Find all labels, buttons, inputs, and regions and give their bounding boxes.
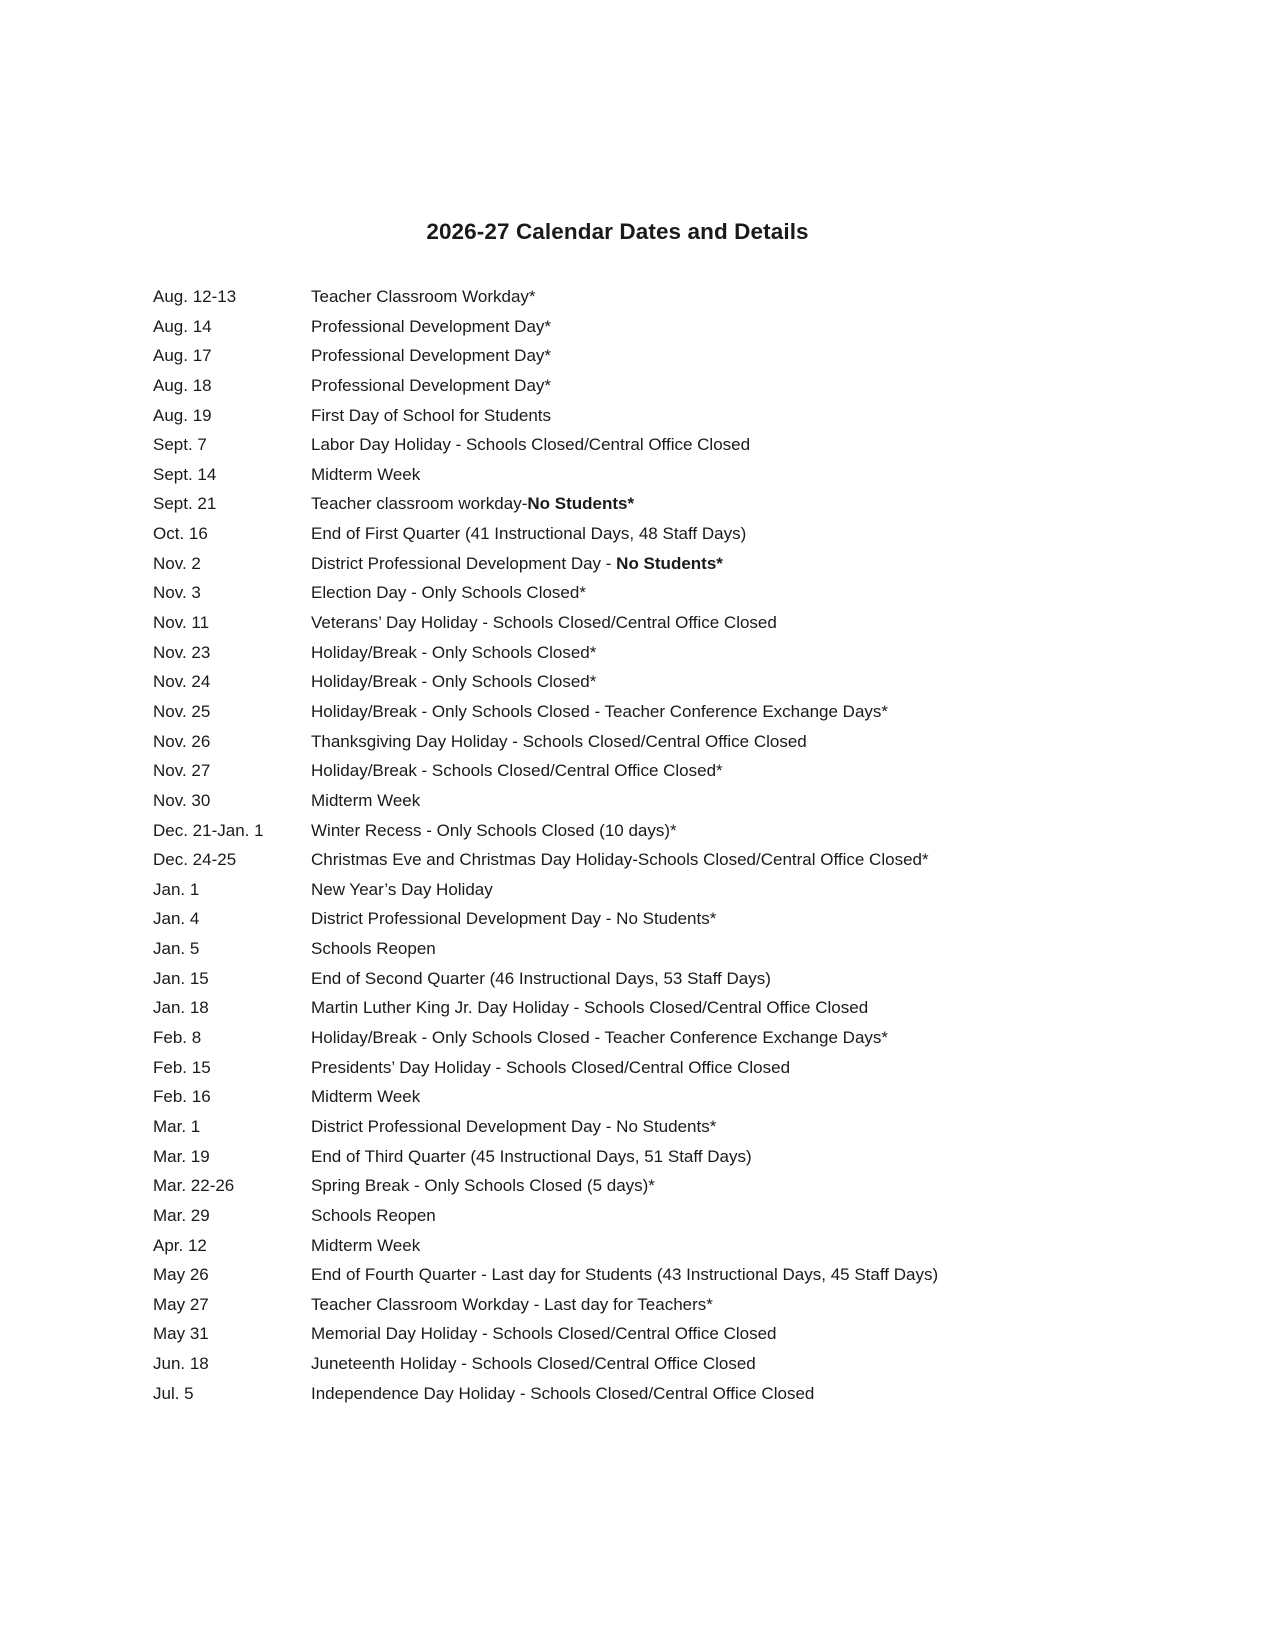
row-description bbox=[311, 904, 1133, 934]
row-description-text: End of First Quarter (41 Instructional Days, 48 Staff Days) bbox=[311, 524, 747, 544]
row-description-text: District Professional Development Day - No Students* bbox=[311, 909, 717, 929]
calendar-row bbox=[153, 845, 1133, 875]
row-description-text: Spring Break - Only Schools Closed (5 days)* bbox=[311, 1176, 655, 1196]
row-description bbox=[311, 1023, 1133, 1053]
row-description-text: Professional Development Day* bbox=[311, 346, 552, 366]
row-description bbox=[311, 341, 1133, 371]
calendar-row bbox=[153, 697, 1133, 727]
row-description-text: Election Day - Only Schools Closed* bbox=[311, 583, 586, 603]
row-description-text: Juneteenth Holiday - Schools Closed/Central Office Closed bbox=[311, 1354, 756, 1374]
row-description bbox=[311, 401, 1133, 431]
calendar-row bbox=[153, 934, 1133, 964]
row-description-text: End of Second Quarter (46 Instructional Days, 53 Staff Days) bbox=[311, 968, 771, 988]
row-date: Nov. 24 bbox=[153, 672, 211, 692]
row-date: May 27 bbox=[153, 1294, 209, 1314]
row-date: Feb. 15 bbox=[153, 1057, 211, 1077]
row-date: Nov. 3 bbox=[153, 583, 201, 603]
row-description bbox=[311, 1201, 1133, 1231]
row-description bbox=[311, 549, 1133, 579]
calendar-row bbox=[153, 1112, 1133, 1142]
row-description-text: District Professional Development Day - bbox=[311, 553, 617, 573]
row-description-text: Independence Day Holiday - Schools Closed/Central Office Closed bbox=[311, 1383, 815, 1403]
calendar-row bbox=[153, 1171, 1133, 1201]
row-description bbox=[311, 934, 1133, 964]
row-date: Nov. 23 bbox=[153, 642, 211, 662]
row-description bbox=[311, 1053, 1133, 1083]
calendar-row bbox=[153, 1201, 1133, 1231]
row-description-text: Schools Reopen bbox=[311, 1205, 436, 1225]
calendar-row bbox=[153, 786, 1133, 816]
row-description-text: Professional Development Day* bbox=[311, 375, 552, 395]
calendar-row bbox=[153, 1260, 1133, 1290]
row-description bbox=[311, 727, 1133, 757]
calendar-row bbox=[153, 430, 1133, 460]
row-description bbox=[311, 964, 1133, 994]
row-description-text: Veterans’ Day Holiday - Schools Closed/Central Office Closed bbox=[311, 613, 777, 633]
row-date: Dec. 24-25 bbox=[153, 850, 237, 870]
row-date: Aug. 14 bbox=[153, 316, 212, 336]
row-description bbox=[311, 756, 1133, 786]
row-description-text: Teacher classroom workday- bbox=[311, 494, 528, 514]
calendar-row bbox=[153, 1082, 1133, 1112]
row-description bbox=[311, 845, 1133, 875]
calendar-row bbox=[153, 282, 1133, 312]
row-description-text: Holiday/Break - Schools Closed/Central Office Closed* bbox=[311, 761, 723, 781]
row-description-text: First Day of School for Students bbox=[311, 405, 551, 425]
calendar-row bbox=[153, 1379, 1133, 1409]
row-description-text: District Professional Development Day - No Students* bbox=[311, 1116, 717, 1136]
calendar-row bbox=[153, 312, 1133, 342]
calendar-row bbox=[153, 1023, 1133, 1053]
calendar-row bbox=[153, 1349, 1133, 1379]
calendar-row bbox=[153, 875, 1133, 905]
row-description-text: New Year’s Day Holiday bbox=[311, 879, 493, 899]
row-description bbox=[311, 1349, 1133, 1379]
row-description-text: Labor Day Holiday - Schools Closed/Central Office Closed bbox=[311, 435, 751, 455]
calendar-row bbox=[153, 1053, 1133, 1083]
row-description-text: Memorial Day Holiday - Schools Closed/Central Office Closed bbox=[311, 1324, 777, 1344]
row-date: Nov. 26 bbox=[153, 731, 211, 751]
row-date: Jan. 1 bbox=[153, 879, 200, 899]
row-date: Feb. 16 bbox=[153, 1087, 211, 1107]
row-description-bold: No Students* bbox=[527, 494, 635, 514]
row-description bbox=[311, 578, 1133, 608]
row-description-text: Teacher Classroom Workday* bbox=[311, 287, 536, 306]
row-description bbox=[311, 1142, 1133, 1172]
row-description-text: Thanksgiving Day Holiday - Schools Closed/Central Office Closed bbox=[311, 731, 807, 751]
row-date: Mar. 29 bbox=[153, 1205, 210, 1225]
calendar-list bbox=[153, 282, 1133, 1408]
calendar-row bbox=[153, 1231, 1133, 1261]
row-description bbox=[311, 1319, 1133, 1349]
row-description-text: Schools Reopen bbox=[311, 939, 436, 959]
calendar-row bbox=[153, 964, 1133, 994]
row-date: Nov. 25 bbox=[153, 701, 211, 721]
row-description-bold: No Students* bbox=[616, 553, 723, 573]
calendar-row bbox=[153, 1142, 1133, 1172]
page-title: 2026-27 Calendar Dates and Details bbox=[426, 219, 809, 244]
row-description-text: Holiday/Break - Only Schools Closed - Teacher Conference Exchange Days* bbox=[311, 1028, 889, 1048]
row-description bbox=[311, 1290, 1133, 1320]
row-description bbox=[311, 697, 1133, 727]
row-date: Jan. 18 bbox=[153, 998, 209, 1018]
calendar-row bbox=[153, 756, 1133, 786]
calendar-row bbox=[153, 667, 1133, 697]
row-description-text: Presidents’ Day Holiday - Schools Closed/Central Office Closed bbox=[311, 1057, 791, 1077]
row-description bbox=[311, 430, 1133, 460]
row-description-text: Midterm Week bbox=[311, 1087, 421, 1107]
calendar-row bbox=[153, 578, 1133, 608]
row-description-text: Teacher Classroom Workday - Last day for Teachers* bbox=[311, 1294, 713, 1314]
row-description bbox=[311, 638, 1133, 668]
row-description-text: Midterm Week bbox=[311, 464, 421, 484]
row-description-text: Midterm Week bbox=[311, 1235, 421, 1255]
calendar-row bbox=[153, 519, 1133, 549]
row-date: Nov. 11 bbox=[153, 613, 210, 633]
row-date: Oct. 16 bbox=[153, 524, 208, 544]
row-date: Mar. 1 bbox=[153, 1116, 201, 1136]
calendar-row bbox=[153, 638, 1133, 668]
row-date: Aug. 12-13 bbox=[153, 287, 237, 306]
row-date: Jul. 5 bbox=[153, 1383, 194, 1403]
row-date: Nov. 30 bbox=[153, 790, 211, 810]
row-description bbox=[311, 1379, 1133, 1409]
row-description bbox=[311, 371, 1133, 401]
row-date: Jan. 5 bbox=[153, 939, 200, 959]
row-description-text: End of Fourth Quarter - Last day for Students (43 Instructional Days, 45 Staff Days) bbox=[311, 1265, 939, 1285]
row-date: Aug. 19 bbox=[153, 405, 212, 425]
row-date: May 31 bbox=[153, 1324, 209, 1344]
row-description bbox=[311, 460, 1133, 490]
row-date: Dec. 21-Jan. 1 bbox=[153, 820, 264, 840]
calendar-row bbox=[153, 489, 1133, 519]
row-description bbox=[311, 1171, 1133, 1201]
row-description-text: End of Third Quarter (45 Instructional Days, 51 Staff Days) bbox=[311, 1146, 752, 1166]
calendar-row bbox=[153, 1319, 1133, 1349]
row-description bbox=[311, 282, 1133, 312]
calendar-row bbox=[153, 904, 1133, 934]
row-description-text: Professional Development Day* bbox=[311, 316, 552, 336]
row-description bbox=[311, 1260, 1133, 1290]
row-date: Apr. 12 bbox=[153, 1235, 207, 1255]
calendar-row bbox=[153, 993, 1133, 1023]
row-description bbox=[311, 489, 1133, 519]
row-date: Jan. 15 bbox=[153, 968, 209, 988]
row-description bbox=[311, 1082, 1133, 1112]
row-date: Sept. 7 bbox=[153, 435, 207, 455]
row-date: Aug. 18 bbox=[153, 375, 212, 395]
row-date: Sept. 14 bbox=[153, 464, 217, 484]
calendar-row bbox=[153, 460, 1133, 490]
row-date: Nov. 2 bbox=[153, 553, 201, 573]
row-date: Mar. 22-26 bbox=[153, 1176, 235, 1196]
row-description bbox=[311, 786, 1133, 816]
row-date: Jan. 4 bbox=[153, 909, 200, 929]
calendar-row bbox=[153, 371, 1133, 401]
row-description-text: Midterm Week bbox=[311, 790, 421, 810]
row-description-text: Christmas Eve and Christmas Day Holiday-Schools Closed/Central Office Closed* bbox=[311, 850, 929, 870]
row-date: Sept. 21 bbox=[153, 494, 217, 514]
row-date: Nov. 27 bbox=[153, 761, 211, 781]
row-date: Feb. 8 bbox=[153, 1028, 202, 1048]
calendar-row bbox=[153, 816, 1133, 846]
row-date: Jun. 18 bbox=[153, 1354, 209, 1374]
row-date: Mar. 19 bbox=[153, 1146, 210, 1166]
row-description bbox=[311, 312, 1133, 342]
row-description-text: Martin Luther King Jr. Day Holiday - Schools Closed/Central Office Closed bbox=[311, 998, 869, 1018]
row-date: May 26 bbox=[153, 1265, 209, 1285]
row-description bbox=[311, 1231, 1133, 1261]
row-description bbox=[311, 1112, 1133, 1142]
row-description-text: Winter Recess - Only Schools Closed (10 days)* bbox=[311, 820, 677, 840]
row-description-text: Holiday/Break - Only Schools Closed - Teacher Conference Exchange Days* bbox=[311, 701, 889, 721]
calendar-row bbox=[153, 549, 1133, 579]
row-date: Aug. 17 bbox=[153, 346, 212, 366]
row-description-text: Holiday/Break - Only Schools Closed* bbox=[311, 642, 597, 662]
row-description bbox=[311, 519, 1133, 549]
row-description bbox=[311, 993, 1133, 1023]
calendar-row bbox=[153, 341, 1133, 371]
calendar-row bbox=[153, 1290, 1133, 1320]
calendar-row bbox=[153, 727, 1133, 757]
row-description bbox=[311, 816, 1133, 846]
calendar-row bbox=[153, 401, 1133, 431]
row-description bbox=[311, 667, 1133, 697]
row-description bbox=[311, 875, 1133, 905]
row-description bbox=[311, 608, 1133, 638]
calendar-row bbox=[153, 608, 1133, 638]
row-description-text: Holiday/Break - Only Schools Closed* bbox=[311, 672, 597, 692]
